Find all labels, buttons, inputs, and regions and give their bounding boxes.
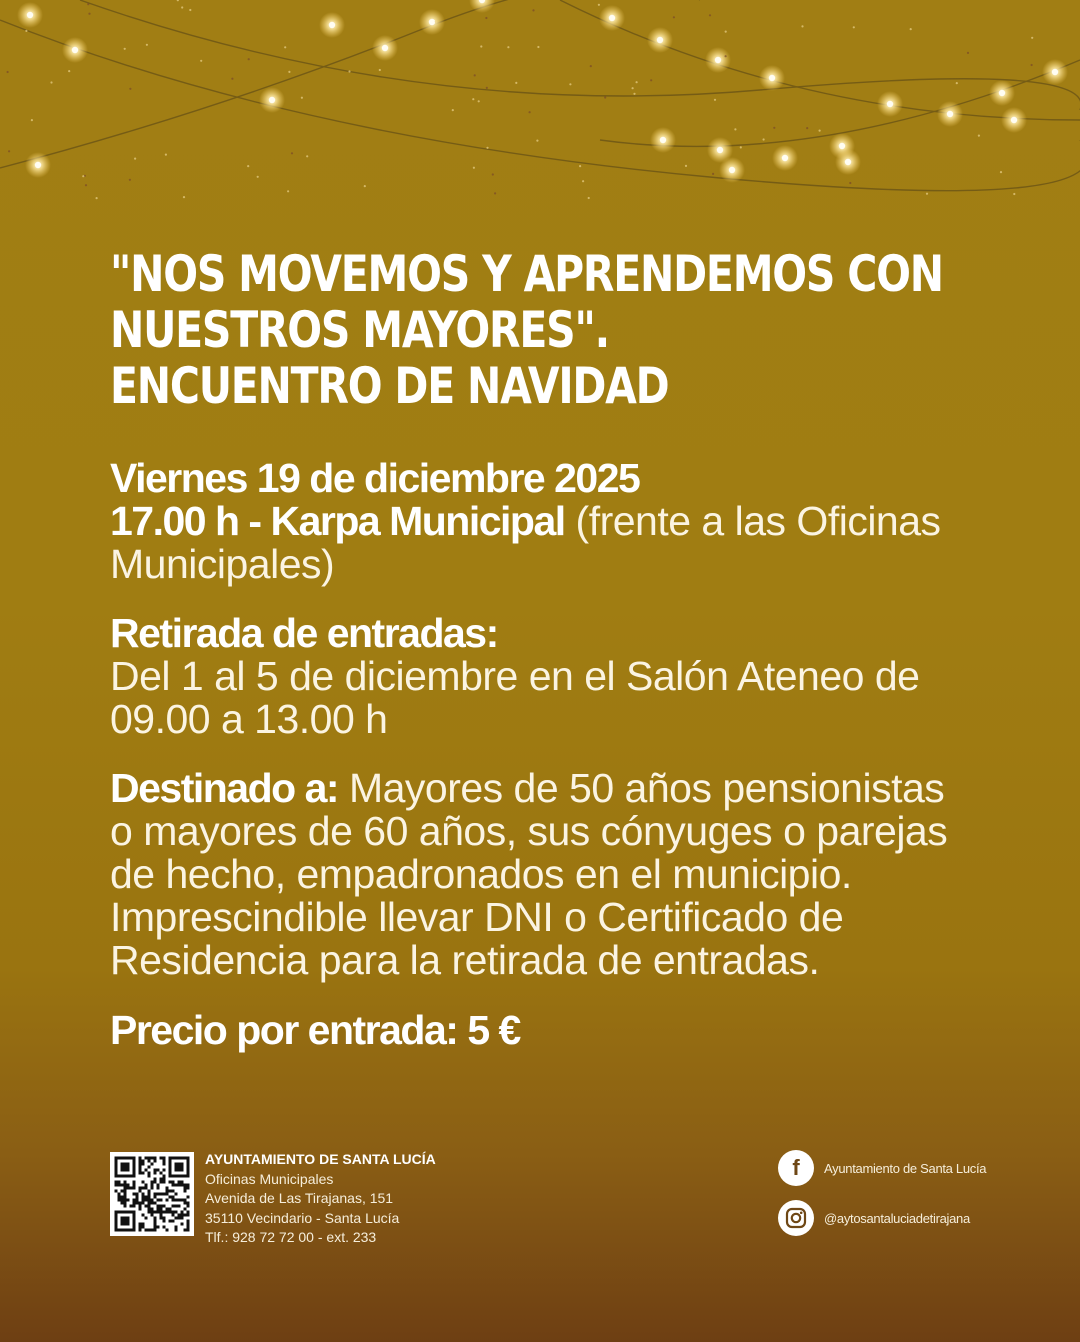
office-name: Oficinas Municipales <box>205 1170 334 1187</box>
title-line-3: ENCUENTRO DE NAVIDAD <box>110 357 669 415</box>
org-name: AYUNTAMIENTO DE SANTA LUCÍA <box>205 1151 436 1167</box>
title-line-1: "NOS MOVEMOS Y APRENDEMOS CON <box>110 245 943 303</box>
street-address: Avenida de Las Tirajanas, 151 <box>205 1190 394 1206</box>
ticket-price: Precio por entrada: 5 € <box>110 1007 520 1053</box>
title-line-2: NUESTROS MAYORES". <box>110 301 609 359</box>
city-address: 35110 Vecindario - Santa Lucía <box>205 1209 400 1226</box>
audience-line-5: Residencia para la retirada de entradas. <box>110 937 820 983</box>
audience-line-3: de hecho, empadronados en el municipio. <box>110 851 852 897</box>
event-time-place: 17.00 h - Karpa Municipal <box>110 498 565 544</box>
audience-section <box>110 765 948 983</box>
instagram-link[interactable] <box>778 1200 970 1236</box>
event-date: Viernes 19 de diciembre 2025 <box>110 455 640 501</box>
audience-line-4: Imprescindible llevar DNI o Certificado de <box>110 894 844 940</box>
audience-heading: Destinado a: <box>110 765 339 811</box>
event-details <box>110 457 940 586</box>
instagram-handle: @aytosantaluciadetirajana <box>824 1210 970 1226</box>
facebook-link[interactable] <box>778 1150 986 1186</box>
tickets-section <box>110 612 940 741</box>
audience-line-2: o mayores de 60 años, sus cónyuges o parejas <box>110 808 948 854</box>
facebook-handle: Ayuntamiento de Santa Lucía <box>824 1160 987 1176</box>
qr-code[interactable] <box>110 1152 194 1236</box>
phone-number: Tlf.: 928 72 72 00 - ext. 233 <box>205 1229 377 1245</box>
facebook-icon: f <box>778 1150 814 1186</box>
price-section <box>110 1009 940 1052</box>
event-place-note-cont: Municipales) <box>110 541 335 587</box>
tickets-line-2: 09.00 a 13.00 h <box>110 696 388 742</box>
audience-line-1: Mayores de 50 años pensionistas <box>348 765 945 811</box>
footer-address <box>205 1150 436 1248</box>
qr-code-icon <box>110 1152 194 1236</box>
event-title <box>110 246 971 414</box>
tickets-line-1: Del 1 al 5 de diciembre en el Salón Ateneo de <box>110 653 920 699</box>
event-place-note: (frente a las Oficinas <box>575 498 941 544</box>
string-lights-decoration <box>0 0 1080 220</box>
instagram-icon <box>778 1200 814 1236</box>
tickets-heading: Retirada de entradas: <box>110 610 498 656</box>
